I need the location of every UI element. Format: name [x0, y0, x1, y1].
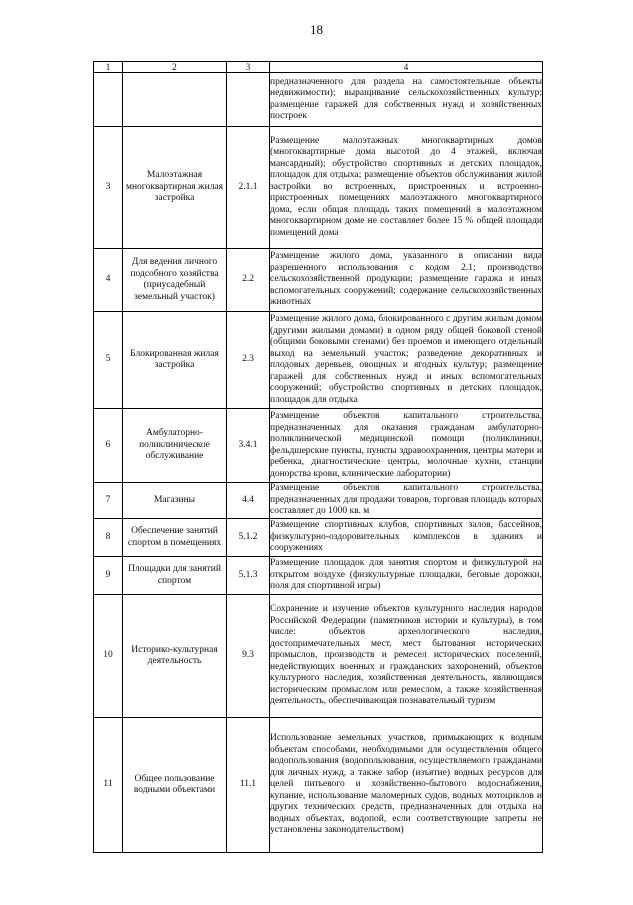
row-number: 5	[94, 312, 123, 409]
use-type-description: Размещение объектов капитального строительства, предназначенных для оказания гражданам амбулаторно-поликлинической медицинской помощи (поликлиники, фельдшерские пункты, пункты здравоохранения, центры матери и ребенка, диагностические центры, молочные кухни, станции донорства крови, клинические лаборатории)	[270, 409, 543, 483]
use-type-name: Блокированная жилая застройка	[123, 312, 227, 409]
table-row	[94, 73, 543, 127]
use-type-description: Размещение объектов капитального строительства, предназначенных для продажи товаров, торговая площадь которых составляет до 1000 кв. м	[270, 483, 543, 519]
header-cell: 2	[123, 62, 227, 73]
page-number: 18	[310, 22, 323, 37]
table-row	[94, 557, 543, 595]
table-row	[94, 127, 543, 249]
row-number: 6	[94, 409, 123, 483]
use-type-description: Размещение жилого дома, блокированного с другим жилым домом (другими жилыми домами) в одном ряду общей боковой стеной (общими боковыми стенами) без проемов и имеющего отдельный выход на земельный участок; разведение декоративных и плодовых деревьев, овощных и ягодных культур; размещение гаражей для собственных нужд и иных вспомогательных сооружений; обустройство спортивных и детских площадок, площадок для отдыха	[270, 312, 543, 409]
use-type-code: 9.3	[227, 595, 270, 718]
use-type-description: Размещение площадок для занятия спортом и физкультурой на открытом воздухе (физкультурные площадки, беговые дорожки, поля для спортивной игры)	[270, 557, 543, 595]
header-cell: 3	[227, 62, 270, 73]
use-type-description: предназначенного для раздела на самостоятельные объекты недвижимости); выращивание сельскохозяйственных культур; размещение гаражей для собственных нужд и хозяйственных построек	[270, 73, 543, 127]
use-type-code: 2.2	[227, 249, 270, 312]
use-type-name: Обеспечение занятий спортом в помещениях	[123, 519, 227, 557]
table-row	[94, 595, 543, 718]
use-type-name: Общее пользование водными объектами	[123, 718, 227, 853]
use-type-description: Размещение жилого дома, указанного в описании вида разрешенного использования с кодом 2.1; производство сельскохозяйственной продукции; размещение гаража и иных вспомогательных сооружений; содержание сельскохозяйственных животных	[270, 249, 543, 312]
use-type-code: 3.4.1	[227, 409, 270, 483]
use-type-name: Историко-культурная деятельность	[123, 595, 227, 718]
use-type-code: 11.1	[227, 718, 270, 853]
use-type-description: Размещение спортивных клубов, спортивных залов, бассейнов, физкультурно-оздоровительных комплексов в зданиях и сооружениях	[270, 519, 543, 557]
row-number: 10	[94, 595, 123, 718]
use-type-name: Амбулаторно-поликлиническое обслуживание	[123, 409, 227, 483]
use-type-description: Сохранение и изучение объектов культурного наследия народов Российской Федерации (памятников истории и культуры), в том числе: объектов археологического наследия, достопримечательных мест, мест бытования исторических промыслов, производств и ремесел исторических поселений, недействующих военных и гражданских захоронений, объектов культурного наследия, хозяйственная деятельность, являющаяся историческим промыслом или ремеслом, а также хозяйственная деятельность, обеспечивающая познавательный туризм	[270, 595, 543, 718]
table-row	[94, 409, 543, 483]
table-header-row	[94, 62, 543, 73]
row-number	[94, 73, 123, 127]
header-cell: 1	[94, 62, 123, 73]
row-number: 11	[94, 718, 123, 853]
use-type-name: Для ведения личного подсобного хозяйства (приусадебный земельный участок)	[123, 249, 227, 312]
use-type-code: 2.3	[227, 312, 270, 409]
row-number: 8	[94, 519, 123, 557]
header-cell: 4	[270, 62, 543, 73]
table-row	[94, 483, 543, 519]
row-number: 9	[94, 557, 123, 595]
use-type-name: Малоэтажная многоквартирная жилая застройка	[123, 127, 227, 249]
use-type-name: Магазины	[123, 483, 227, 519]
use-type-code	[227, 73, 270, 127]
use-type-code: 5.1.3	[227, 557, 270, 595]
use-type-code: 4.4	[227, 483, 270, 519]
use-type-name	[123, 73, 227, 127]
use-type-description: Размещение малоэтажных многоквартирных домов (многоквартирные дома высотой до 4 этажей, включая мансардный); обустройство спортивных и детских площадок, площадок для отдыха; размещение объектов обслуживания жилой застройки во встроенных, пристроенных и встроенно-пристроенных помещениях малоэтажного многоквартирного дома, если общая площадь таких помещений в малоэтажном многоквартирном доме не составляет более 15 % общей площади помещений дома	[270, 127, 543, 249]
row-number: 7	[94, 483, 123, 519]
use-type-code: 5.1.2	[227, 519, 270, 557]
row-number: 4	[94, 249, 123, 312]
land-use-table	[93, 61, 543, 853]
use-type-description: Использование земельных участков, примыкающих к водным объектам способами, необходимыми для осуществления общего водопользования (водопользования, осуществляемого гражданами для личных нужд, а также забор (изъятие) водных ресурсов для целей питьевого и хозяйственно-бытового водоснабжения, купание, использование маломерных судов, водных мотоциклов и других технических средств, предназначенных для отдыха на водных объектах, водопой, если соответствующие запреты не установлены законодательством)	[270, 718, 543, 853]
table-row	[94, 312, 543, 409]
table-row	[94, 519, 543, 557]
row-number: 3	[94, 127, 123, 249]
use-type-code: 2.1.1	[227, 127, 270, 249]
use-type-name: Площадки для занятий спортом	[123, 557, 227, 595]
table-row	[94, 718, 543, 853]
table-row	[94, 249, 543, 312]
